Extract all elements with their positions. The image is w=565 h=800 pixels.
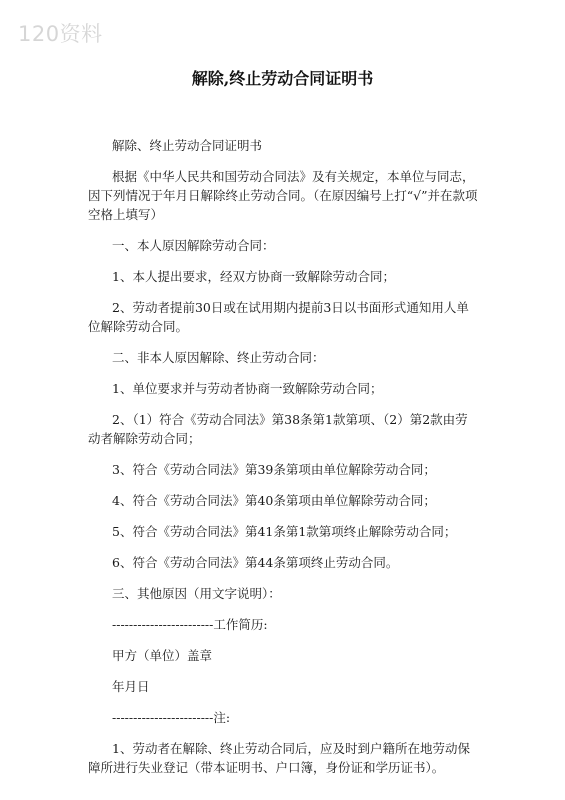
section-two-item-3: 3、符合《劳动合同法》第39条第项由单位解除劳动合同； bbox=[112, 462, 436, 477]
section-two-item-2: 2、（1）符合《劳动合同法》第38条第1款第项、（2）第2款由劳动者解除劳动合同； bbox=[88, 412, 468, 446]
section-two-item-5: 5、符合《劳动合同法》第41条第1款第项终止解除劳动合同； bbox=[112, 524, 457, 539]
section-three-heading: 三、其他原因（用文字说明）： bbox=[112, 586, 281, 601]
work-history-line: ------------------------工作简历: bbox=[112, 617, 268, 632]
section-two-heading: 二、非本人原因解除、终止劳动合同： bbox=[112, 350, 325, 365]
section-two-item-6: 6、符合《劳动合同法》第44条第项终止劳动合同。 bbox=[112, 555, 399, 570]
document-title: 解除,终止劳动合同证明书 bbox=[191, 69, 374, 88]
section-two-item-1: 1、单位要求并与劳动者协商一致解除劳动合同； bbox=[112, 381, 383, 396]
date-line: 年月日 bbox=[112, 679, 150, 694]
watermark-logo: 120资料 bbox=[18, 22, 103, 46]
note-line: ------------------------注: bbox=[112, 710, 231, 725]
section-one-heading: 一、本人原因解除劳动合同： bbox=[112, 238, 275, 253]
paragraph-intro: 根据《中华人民共和国劳动合同法》及有关规定，本单位与同志，因下列情况于年月日解除终止劳动合同。（在原因编号上打“√”并在款项空格上填写） bbox=[88, 169, 478, 222]
note-item-1: 1、劳动者在解除、终止劳动合同后，应及时到户籍所在地劳动保障所进行失业登记（带本证明书、户口簿，身份证和学历证书）。 bbox=[88, 741, 470, 775]
document-body bbox=[88, 136, 480, 789]
employer-seal-line: 甲方（单位）盖章 bbox=[112, 648, 213, 663]
section-two-item-4: 4、符合《劳动合同法》第40条第项由单位解除劳动合同； bbox=[112, 493, 436, 508]
section-one-item-1: 1、本人提出要求，经双方协商一致解除劳动合同； bbox=[112, 269, 395, 284]
paragraph-heading: 解除、终止劳动合同证明书 bbox=[112, 138, 263, 153]
section-one-item-2: 2、劳动者提前30日或在试用期内提前3日以书面形式通知用人单位解除劳动合同。 bbox=[88, 300, 469, 334]
